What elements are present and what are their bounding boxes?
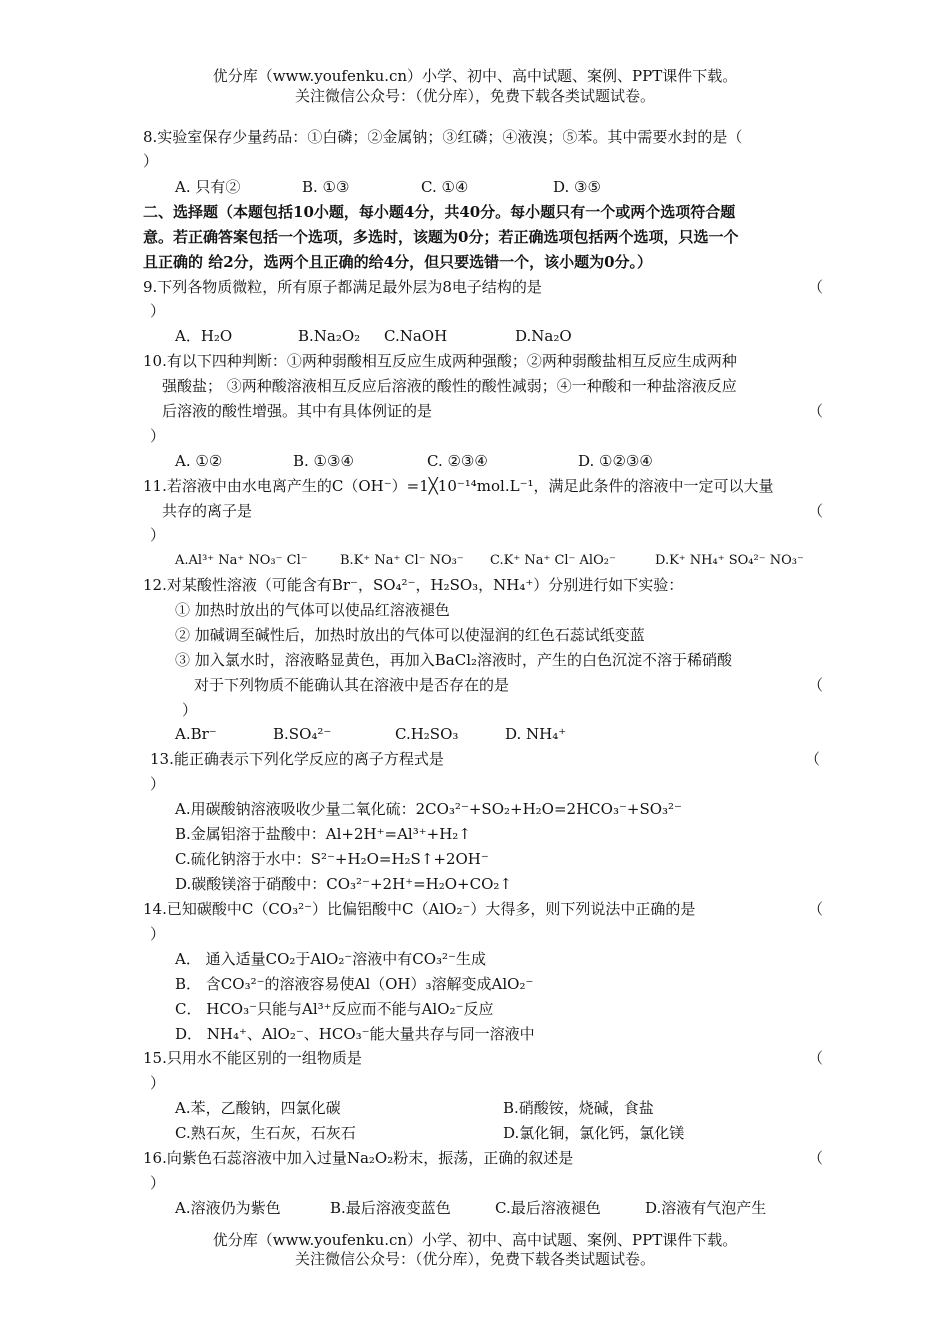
q16-stem: 16.向紫色石蕊溶液中加入过量Na₂O₂粉末，振荡，正确的叙述是: [143, 1149, 574, 1167]
q14-paren-open: （: [808, 900, 824, 918]
q16-option-b: B.最后溶液变蓝色: [330, 1199, 451, 1217]
q10-option-a: A. ①②: [175, 452, 223, 470]
q10-option-c: C. ②③④: [427, 452, 488, 470]
q14-stem: 14.已知碳酸中C（CO₃²⁻）比偏铝酸中C（AlO₂⁻）大得多，则下列说法中正确的是: [143, 900, 696, 918]
q12-line-1: 12.对某酸性溶液（可能含有Br⁻，SO₄²⁻，H₂SO₃，NH₄⁺）分别进行如下实验：: [143, 576, 684, 594]
q10-line-1: 10.有以下四种判断：①两种弱酸相互反应生成两种强酸；②两种弱酸盐相互反应生成两种: [143, 352, 737, 370]
q16-paren-open: （: [808, 1149, 824, 1167]
q10-options: [175, 450, 675, 472]
q10-paren-close: ）: [150, 427, 166, 445]
q12-option-b: B.SO₄²⁻: [273, 725, 332, 743]
q10-line-2: 强酸盐； ③两种酸溶液相互反应后溶液的酸性的酸性减弱；④一种酸和一种盐溶液反应: [162, 377, 737, 395]
footer-line-1: 优分库（www.youfenku.cn）小学、初中、高中试题、案例、PPT课件下载。: [212, 1231, 738, 1249]
q11-paren-open: （: [808, 502, 824, 520]
q8-option-c: C. ①④: [421, 178, 469, 196]
q9-paren-open: （: [808, 278, 824, 296]
footer-line-2: 关注微信公众号：（优分库），免费下载各类试题试卷。: [294, 1250, 655, 1268]
q16-paren-close: ）: [150, 1174, 166, 1192]
q8-option-b: B. ①③: [302, 178, 350, 196]
section2-line-3: 且正确的 给2分，选两个且正确的给4分，但只要选错一个，该小题为0分。）: [143, 253, 653, 271]
q12-option-d: D. NH₄⁺: [505, 725, 567, 743]
q9-option-b: B.Na₂O₂: [298, 327, 361, 345]
q12-paren-open: （: [808, 676, 824, 694]
q8-option-a: A. 只有②: [175, 178, 241, 196]
q12-item-1: ① 加热时放出的气体可以使品红溶液褪色: [175, 601, 450, 619]
q13-option-d: D.碳酸镁溶于硝酸中：CO₃²⁻+2H⁺=H₂O+CO₂↑: [175, 875, 512, 893]
q10-option-b: B. ①③④: [293, 452, 354, 470]
section2-line-2: 意。若正确答案包括一个选项，多选时，该题为0分；若正确选项包括两个选项，只选一个: [143, 228, 739, 246]
q16-options: [175, 1197, 795, 1219]
q16-option-c: C.最后溶液褪色: [495, 1199, 601, 1217]
q12-item-3: ③ 加入氯水时，溶液略显黄色，再加入BaCl₂溶液时，产生的白色沉淀不溶于稀硝酸: [175, 651, 733, 669]
q13-paren-close: ）: [150, 775, 166, 793]
q15-option-a: A.苯，乙酸钠，四氯化碳: [175, 1099, 341, 1117]
q15-paren-close: ）: [150, 1074, 166, 1092]
section2-line-1: 二、选择题（本题包括10小题，每小题4分，共40分。每小题只有一个或两个选项符合题: [143, 203, 736, 221]
q9-paren-close: ）: [150, 302, 166, 320]
q11-options: [175, 550, 805, 572]
q12-item-2: ② 加碱调至碱性后，加热时放出的气体可以使湿润的红色石蕊试纸变蓝: [175, 626, 645, 644]
q11-option-a: A.Al³⁺ Na⁺ NO₃⁻ Cl⁻: [175, 553, 308, 568]
q10-line-3: 后溶液的酸性增强。其中有具体例证的是: [162, 402, 433, 420]
q9-option-c: C.NaOH: [384, 327, 448, 345]
q12-paren-close: ）: [182, 701, 198, 719]
q8-options: [175, 176, 655, 198]
q14-option-c: C． HCO₃⁻只能与Al³⁺反应而不能与AlO₂⁻反应: [175, 1000, 494, 1018]
q16-option-a: A.溶液仍为紫色: [175, 1199, 281, 1217]
q15-paren-open: （: [808, 1049, 824, 1067]
q11-paren-close: ）: [150, 526, 166, 544]
q16-option-d: D.溶液有气泡产生: [645, 1199, 767, 1217]
q8-stem: 8.实验室保存少量药品：①白磷；②金属钠；③红磷；④液溴；⑤苯。其中需要水封的是（: [143, 128, 743, 146]
q12-options: [175, 723, 595, 745]
q10-option-d: D. ①②③④: [578, 452, 653, 470]
q14-option-a: A． 通入适量CO₂于AlO₂⁻溶液中有CO₃²⁻生成: [175, 950, 486, 968]
header-line-1: 优分库（www.youfenku.cn）小学、初中、高中试题、案例、PPT课件下载。: [212, 67, 738, 85]
q13-option-c: C.硫化钠溶于水中：S²⁻+H₂O=H₂S↑+2OH⁻: [175, 850, 489, 868]
q14-option-d: D． NH₄⁺、AlO₂⁻、HCO₃⁻能大量共存与同一溶液中: [175, 1025, 535, 1043]
q12-option-a: A.Br⁻: [175, 725, 217, 743]
q9-options: [175, 325, 595, 347]
q10-paren-open: （: [808, 402, 824, 420]
q13-paren-open: （: [805, 750, 821, 768]
q9-stem: 9.下列各物质微粒，所有原子都满足最外层为8电子结构的是: [143, 278, 542, 296]
q13-option-a: A.用碳酸钠溶液吸收少量二氧化硫：2CO₃²⁻+SO₂+H₂O=2HCO₃⁻+SO₃²⁻: [175, 800, 682, 818]
q12-option-c: C.H₂SO₃: [395, 725, 459, 743]
q15-stem: 15.只用水不能区别的一组物质是: [143, 1049, 362, 1067]
q15-option-d: D.氯化铜，氯化钙，氯化镁: [503, 1124, 685, 1142]
q12-line-5: 对于下列物质不能确认其在溶液中是否存在的是: [194, 676, 510, 694]
q11-line-1: 11.若溶液中由水电离产生的C（OH⁻）=1╳10⁻¹⁴mol.L⁻¹，满足此条件的溶液中一定可以大量: [143, 477, 774, 495]
q11-option-d: D.K⁺ NH₄⁺ SO₄²⁻ NO₃⁻: [655, 553, 804, 568]
q14-paren-close: ）: [150, 925, 166, 943]
header-line-2: 关注微信公众号：（优分库），免费下载各类试题试卷。: [294, 87, 655, 105]
q8-close: ）: [143, 152, 159, 170]
q14-option-b: B． 含CO₃²⁻的溶液容易使Al（OH）₃溶解变成AlO₂⁻: [175, 975, 534, 993]
q9-option-a: A．H₂O: [175, 327, 233, 345]
q9-option-d: D.Na₂O: [515, 327, 572, 345]
q11-line-2: 共存的离子是: [162, 502, 253, 520]
q15-option-c: C.熟石灰，生石灰，石灰石: [175, 1124, 356, 1142]
q13-option-b: B.金属铝溶于盐酸中：Al+2H⁺=Al³⁺+H₂↑: [175, 825, 471, 843]
q13-stem: 13.能正确表示下列化学反应的离子方程式是: [150, 750, 444, 768]
q8-option-d: D. ③⑤: [553, 178, 601, 196]
q11-option-c: C.K⁺ Na⁺ Cl⁻ AlO₂⁻: [490, 553, 616, 568]
q15-option-b: B.硝酸铵，烧碱，食盐: [503, 1099, 654, 1117]
q11-option-b: B.K⁺ Na⁺ Cl⁻ NO₃⁻: [340, 553, 464, 568]
